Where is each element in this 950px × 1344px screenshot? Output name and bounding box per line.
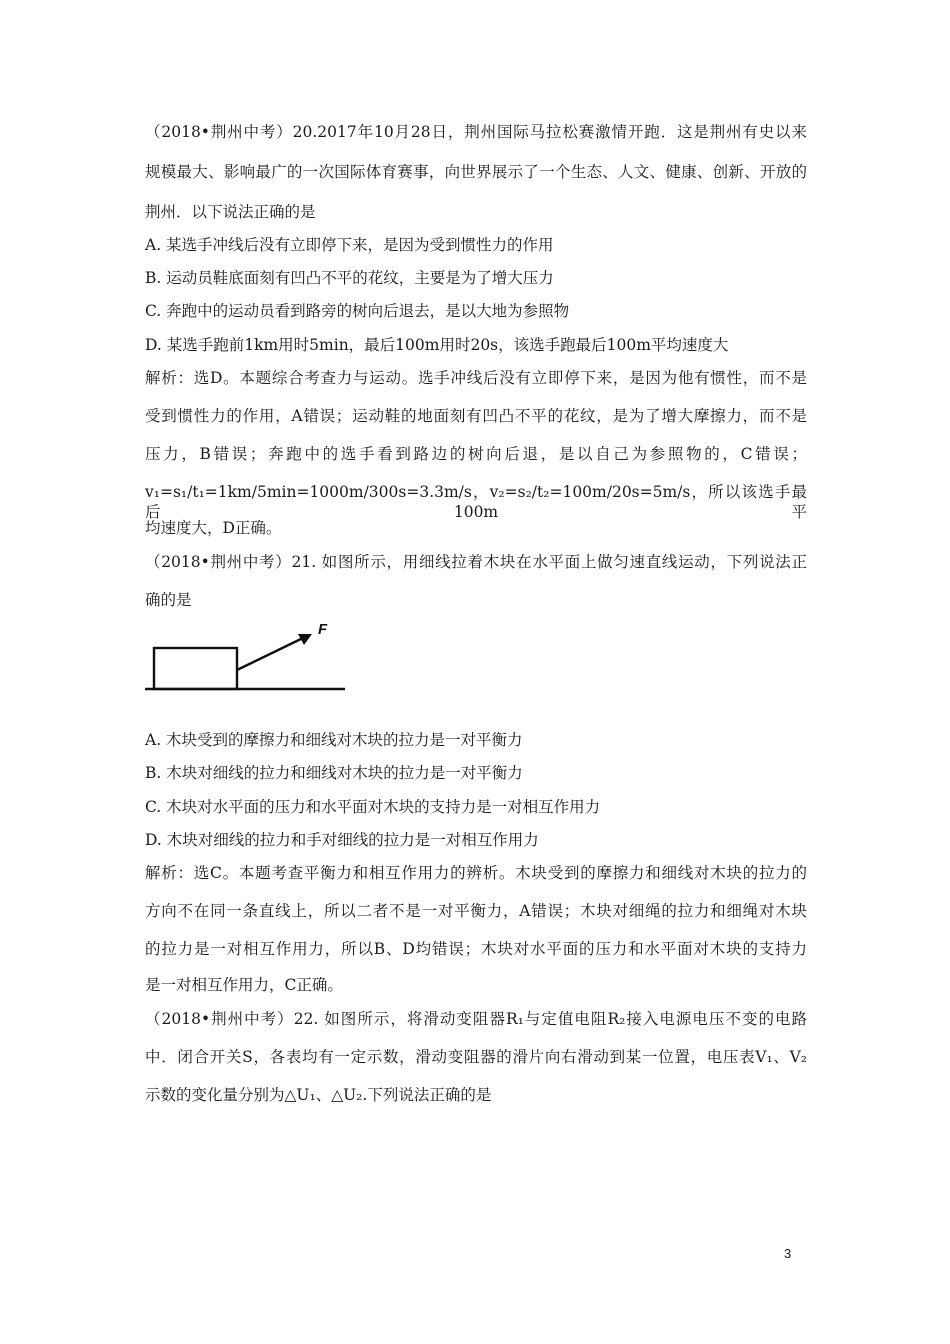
q22-stem-line-1: （2018•荆州中考）22. 如图所示，将滑动变阻器R₁与定值电阻R₂接入电源电压不变的电路 bbox=[145, 1010, 807, 1028]
q21-option-d: D. 木块对细线的拉力和手对细线的拉力是一对相互作用力 bbox=[145, 831, 539, 849]
q22-stem-line-2: 中．闭合开关S，各表均有一定示数，滑动变阻器的滑片向右滑动到某一位置，电压表V₁、V₂ bbox=[145, 1048, 807, 1066]
q21-option-c: C. 木块对水平面的压力和水平面对木块的支持力是一对相互作用力 bbox=[145, 798, 601, 816]
q20-analysis-line-1: 解析：选D。本题综合考查力与运动。选手冲线后没有立即停下来，是因为他有惯性，而不是 bbox=[145, 369, 807, 387]
force-label: F bbox=[318, 622, 328, 638]
wood-block bbox=[154, 648, 237, 689]
q20-option-b: B. 运动员鞋底面刻有凹凸不平的花纹，主要是为了增大压力 bbox=[145, 269, 554, 287]
q20-analysis-line-2: 受到惯性力的作用，A错误；运动鞋的地面刻有凹凸不平的花纹，是为了增大摩擦力，而不是 bbox=[145, 407, 807, 425]
q21-stem-line-1: （2018•荆州中考）21. 如图所示，用细线拉着木块在水平面上做匀速直线运动，下列说法正 bbox=[145, 553, 807, 571]
block-on-surface-figure bbox=[140, 622, 355, 694]
q21-stem-line-2: 确的是 bbox=[145, 591, 192, 609]
q21-analysis-line-1: 解析：选C。本题考查平衡力和相互作用力的辨析。木块受到的摩擦力和细线对木块的拉力的 bbox=[145, 864, 807, 882]
string-line bbox=[237, 637, 305, 670]
q20-option-d: D. 某选手跑前1km用时5min，最后100m用时20s，该选手跑最后100m平均速度大 bbox=[145, 336, 729, 354]
q21-analysis-line-2: 方向不在同一条直线上，所以二者不是一对平衡力，A错误；木块对细绳的拉力和细绳对木块 bbox=[145, 902, 807, 920]
q21-analysis-line-4: 是一对相互作用力，C正确。 bbox=[145, 976, 343, 994]
q21-analysis-line-3: 的拉力是一对相互作用力，所以B、D均错误；木块对水平面的压力和水平面对木块的支持力 bbox=[145, 940, 807, 958]
q20-analysis-line-4: v₁=s₁/t₁=1km/5min=1000m/300s=3.3m/s，v₂=s₂/t₂=100m/20s=5m/s，所以该选手最后100m平 bbox=[145, 483, 807, 521]
q20-option-c: C. 奔跑中的运动员看到路旁的树向后退去，是以大地为参照物 bbox=[145, 302, 570, 320]
q20-stem-line-2: 规模最大、影响最广的一次国际体育赛事，向世界展示了一个生态、人文、健康、创新、开放的 bbox=[145, 163, 807, 181]
q20-stem-line-3: 荆州．以下说法正确的是 bbox=[145, 203, 316, 221]
q20-analysis-line-5: 均速度大，D正确。 bbox=[145, 519, 282, 537]
q20-stem-line-1: （2018•荆州中考）20.2017年10月28日，荆州国际马拉松赛激情开跑．这是荆州有史以来 bbox=[145, 123, 807, 141]
q20-analysis-line-3: 压力，B错误；奔跑中的选手看到路边的树向后退，是以自己为参照物的，C错误； bbox=[145, 445, 807, 463]
q21-option-a: A. 木块受到的摩擦力和细线对木块的拉力是一对平衡力 bbox=[145, 731, 523, 749]
q20-option-a: A. 某选手冲线后没有立即停下来，是因为受到惯性力的作用 bbox=[145, 236, 554, 254]
q22-stem-line-3: 示数的变化量分别为△U₁、△U₂.下列说法正确的是 bbox=[145, 1086, 492, 1104]
q21-option-b: B. 木块对细线的拉力和细线对木块的拉力是一对平衡力 bbox=[145, 764, 523, 782]
page-number: 3 bbox=[784, 1246, 792, 1261]
